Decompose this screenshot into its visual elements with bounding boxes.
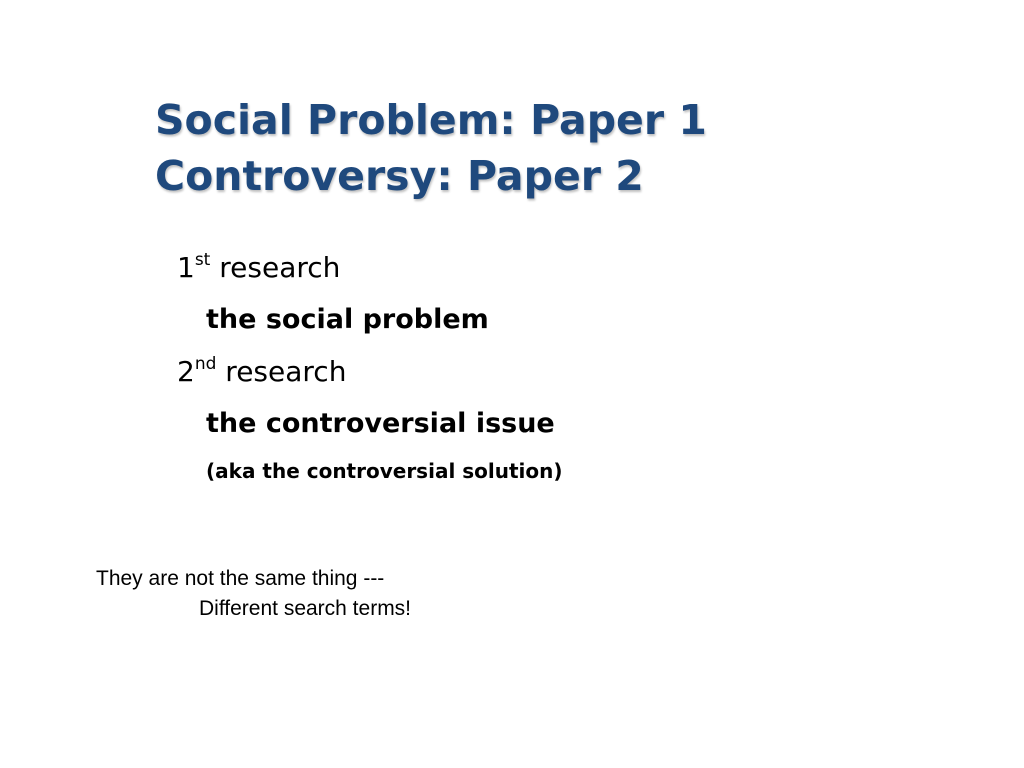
first-number: 1 xyxy=(177,251,195,284)
bullet-first-research xyxy=(177,248,563,300)
second-suffix: nd xyxy=(194,354,217,374)
title-line-1: Social Problem: Paper 1 xyxy=(155,96,707,144)
bullet-second-research xyxy=(177,352,563,404)
footnote-text xyxy=(96,564,411,624)
slide-title xyxy=(155,92,707,204)
bullet-list xyxy=(177,248,563,486)
note-line-1: They are not the same thing --- xyxy=(96,567,385,590)
second-text: research xyxy=(216,355,347,388)
bullet-controversial-solution: (aka the controversial solution) xyxy=(206,459,563,483)
bullet-social-problem: the social problem xyxy=(206,304,489,335)
note-line-2: Different search terms! xyxy=(199,597,412,620)
first-suffix: st xyxy=(194,250,211,270)
title-line-2: Controversy: Paper 2 xyxy=(155,152,644,200)
bullet-controversial-issue: the controversial issue xyxy=(206,408,555,439)
second-number: 2 xyxy=(177,355,195,388)
first-text: research xyxy=(210,251,341,284)
